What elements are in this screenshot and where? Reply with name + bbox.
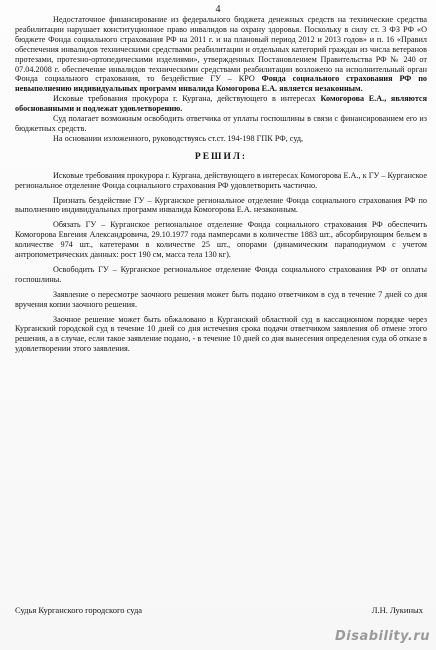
paragraph-fee-exemption: Суд полагает возможным освободить ответчика от уплаты госпошлины в связи с финансированием его из бюджетных средств. — [15, 114, 427, 133]
paragraph-claims-text: Исковые требования прокурора г. Кургана, действующего в интересах — [53, 94, 316, 104]
judge-title: Судья Курганского городского суда — [15, 605, 143, 615]
decision-heading: РЕШИЛ: — [194, 151, 248, 162]
judge-name: Л.Н. Лукиных — [371, 605, 423, 615]
paragraph-claims — [15, 94, 427, 114]
paragraph-financing-text: Недостаточное финансирование из федерального бюджета денежных средств на технические средства реабилитации нарушает конституционное право инвалидов на охрану здоровья. Поскольку в силу ст. 3 ФЗ РФ «О бюджете Фонда социального страхования РФ на 2011 г. и на плановый период 2012 и 2013 годов» и п. 16 «Правил обеспечения инвалидов техническими средствами реабилитации и отдельных категорий граждан из числа ветеранов протезами, протезно-ортопедическими изделиями», утвержденных Постановлением Правительства РФ № 240 от 07.04.2008 г. обеспечение инвалидов техническими средствами реабилитации возложено на исполнительный орган Фонда социального страхования, то бездействие ГУ – КРО — [15, 15, 427, 84]
decision-item-2: Признать бездействие ГУ – Курганское региональное отделение Фонда социального страхования РФ по выполнению индивидуальных программ инвалида Комогорова Е.А. незаконным. — [15, 195, 427, 215]
paragraph-claims-bold: Комогорова Е.А., являются обоснованными и подлежат удовлетворению. — [15, 94, 427, 114]
watermark-logo: Disability.ru — [334, 629, 430, 644]
paragraph-financing — [15, 15, 427, 94]
decision-item-5: Заявление о пересмотре заочного решения может быть подано ответчиком в суд в течение 7 дней со дня вручения копии заочного решения. — [15, 289, 427, 309]
page-number: 4 — [215, 4, 221, 15]
signature-block — [15, 605, 423, 615]
decision-item-1: Исковые требования прокурора г. Кургана, действующего в интересах Комогорова Е.А., к ГУ – Курганское региональное отделение Фонда социального страхования РФ удовлетворить частично. — [15, 170, 427, 190]
paragraph-grounds: На основании изложенного, руководствуясь ст.ст. 194-198 ГПК РФ, суд, — [53, 133, 304, 143]
decision-item-6: Заочное решение может быть обжаловано в Курганский областной суд в кассационном порядке через Курганский городской суд в течение 10 дней со дня истечения срока подачи ответчиком заявления об отмене этого решения, а в случае, если такое заявление подано, - в течение 10 дней со дня вынесения определения суда об отказе в удовлетворении этого заявления. — [15, 314, 427, 354]
decision-item-3: Обязать ГУ – Курганское региональное отделение Фонда социального страхования РФ обеспечить Комогорова Евгения Александровича, 29.10.1977 года памперсами в количестве 1883 шт., абсорбирующим бельем в количестве 974 шт., катетерами в количестве 25 шт., опорами (динамическим параподиумом с учетом антропометрических данных: рост 190 см, масса тела 130 кг). — [15, 220, 427, 260]
document-body — [15, 15, 427, 354]
decision-item-4: Освободить ГУ – Курганское региональное отделение Фонда социального страхования РФ от оплаты госпошлины. — [15, 264, 427, 284]
paragraph-financing-bold: Фонда социального страхования РФ по невыполнению индивидуальных программ инвалида Комогорова Е.А. является незаконным. — [15, 74, 428, 94]
